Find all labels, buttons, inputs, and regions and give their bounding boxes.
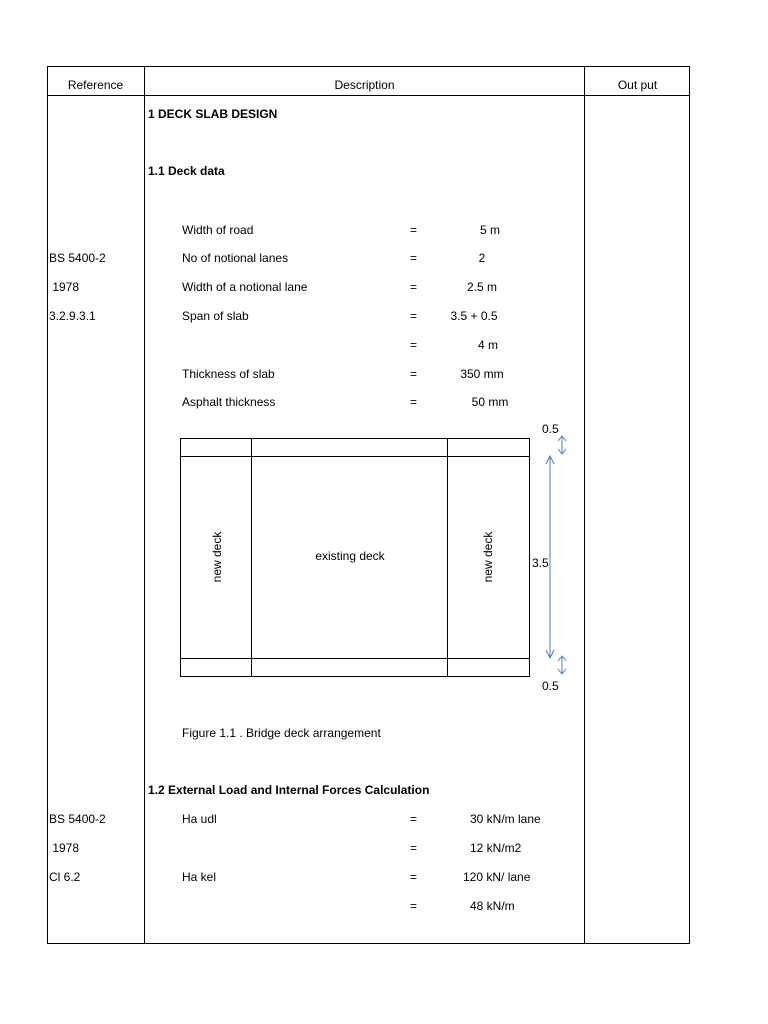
parameter-value: 2 [478, 251, 486, 265]
dimension-middle: 3.5 [532, 556, 549, 570]
parameter-value: 48 kN/m [470, 899, 515, 913]
parameter-label: Span of slab [182, 309, 249, 323]
reference-cell: Cl 6.2 [49, 870, 81, 884]
reference-cell: BS 5400-2 [49, 251, 106, 265]
equals-sign: = [410, 309, 418, 323]
new-deck-left-label: new deck [210, 531, 224, 583]
figure-caption: Figure 1.1 . Bridge deck arrangement [182, 726, 381, 740]
equals-sign: = [410, 280, 418, 294]
column-divider-output [584, 66, 585, 944]
section-title-deck-slab-design: 1 DECK SLAB DESIGN [148, 107, 278, 121]
equals-sign: = [410, 251, 418, 265]
parameter-label: Ha udl [182, 812, 217, 826]
parameter-value: 3.5 + 0.5 [450, 309, 498, 323]
parameter-value: 350 mm [460, 367, 504, 381]
equals-sign: = [410, 395, 418, 409]
parameter-label: Width of a notional lane [182, 280, 308, 294]
deck-joint-right [447, 439, 448, 676]
parameter-label: Width of road [182, 223, 254, 237]
parameter-value: 120 kN/ lane [463, 870, 531, 884]
header-output: Out put [617, 78, 658, 92]
parameter-value: 12 kN/m2 [470, 841, 522, 855]
parameter-label: Ha kel [182, 870, 217, 884]
header-divider [47, 95, 690, 96]
deck-joint-left [251, 439, 252, 676]
reference-cell: 3.2.9.3.1 [49, 309, 96, 323]
reference-cell: 1978 [49, 841, 80, 855]
parameter-value: 30 kN/m lane [470, 812, 541, 826]
equals-sign: = [410, 899, 418, 913]
parameter-value: 50 mm [471, 395, 509, 409]
parameter-value: 4 m [477, 338, 498, 352]
reference-cell: 1978 [49, 280, 80, 294]
deck-edge-top [181, 456, 529, 457]
dimension-bottom: 0.5 [542, 679, 559, 693]
header-description: Description [334, 78, 395, 92]
equals-sign: = [410, 367, 418, 381]
section-title-deck-data: 1.1 Deck data [148, 164, 225, 178]
deck-edge-bottom [181, 658, 529, 659]
equals-sign: = [410, 812, 418, 826]
parameter-value: 2.5 m [466, 280, 497, 294]
equals-sign: = [410, 223, 418, 237]
dimension-top: 0.5 [542, 422, 559, 436]
new-deck-right-label: new deck [481, 531, 495, 583]
equals-sign: = [410, 841, 418, 855]
parameter-label: No of notional lanes [182, 251, 289, 265]
parameter-label: Asphalt thickness [182, 395, 276, 409]
column-divider-ref [144, 66, 145, 944]
equals-sign: = [410, 870, 418, 884]
section-title-external-load: 1.2 External Load and Internal Forces Calculation [148, 783, 430, 797]
parameter-value: 5 m [479, 223, 500, 237]
header-reference: Reference [67, 78, 124, 92]
existing-deck-label: existing deck [315, 549, 385, 563]
dimension-arrows [540, 432, 576, 680]
equals-sign: = [410, 338, 418, 352]
parameter-label: Thickness of slab [182, 367, 275, 381]
reference-cell: BS 5400-2 [49, 812, 106, 826]
